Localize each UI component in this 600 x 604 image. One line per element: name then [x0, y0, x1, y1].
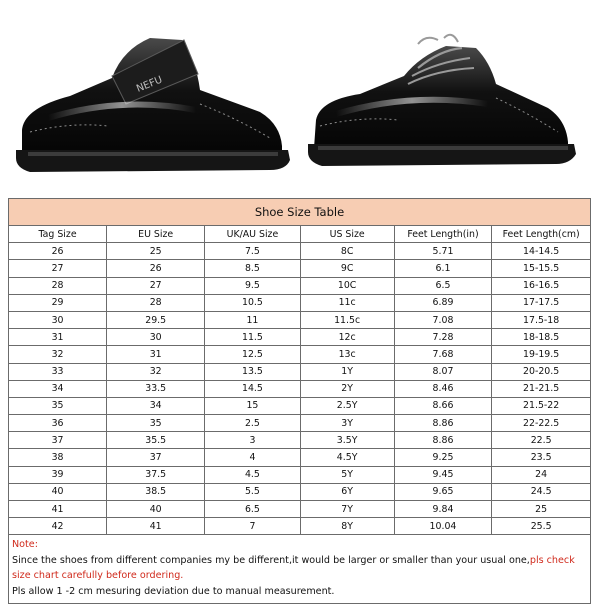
note-warning: pls check size chart carefully before ordering. [12, 554, 575, 582]
table-cell: 31 [107, 346, 205, 363]
table-cell: 18-18.5 [492, 329, 590, 346]
table-cell: 30 [107, 329, 205, 346]
table-cell: 20-20.5 [492, 363, 590, 380]
table-cell: 30 [9, 311, 107, 328]
table-cell: 2.5Y [300, 397, 394, 414]
table-cell: 33 [9, 363, 107, 380]
table-cell: 9.25 [394, 449, 492, 466]
table-cell: 27 [107, 277, 205, 294]
table-cell: 21-21.5 [492, 380, 590, 397]
table-cell: 14-14.5 [492, 243, 590, 260]
table-cell: 6.5 [205, 501, 300, 518]
table-cell: 40 [107, 501, 205, 518]
column-header: Feet Length(cm) [492, 226, 590, 243]
table-cell: 5Y [300, 466, 394, 483]
velcro-shoe [16, 38, 290, 172]
table-cell: 13.5 [205, 363, 300, 380]
table-cell: 2.5 [205, 415, 300, 432]
table-row [9, 329, 590, 346]
table-row [9, 277, 590, 294]
table-cell: 33.5 [107, 380, 205, 397]
table-cell: 10.04 [394, 518, 492, 535]
table-cell: 5.71 [394, 243, 492, 260]
table-row [9, 397, 590, 414]
table-cell: 8.07 [394, 363, 492, 380]
table-row [9, 294, 590, 311]
column-header: US Size [300, 226, 394, 243]
table-cell: 8.66 [394, 397, 492, 414]
table-cell: 6Y [300, 483, 394, 500]
table-cell: 11 [205, 311, 300, 328]
table-cell: 7.28 [394, 329, 492, 346]
table-cell: 7.5 [205, 243, 300, 260]
table-cell: 7.68 [394, 346, 492, 363]
table-row [9, 432, 590, 449]
table-cell: 24 [492, 466, 590, 483]
table-cell: 7Y [300, 501, 394, 518]
table-cell: 34 [9, 380, 107, 397]
table-cell: 25 [107, 243, 205, 260]
table-cell: 9.45 [394, 466, 492, 483]
table-cell: 34 [107, 397, 205, 414]
laceup-shoe [308, 35, 576, 166]
table-row [9, 466, 590, 483]
table-row [9, 501, 590, 518]
table-cell: 3.5Y [300, 432, 394, 449]
table-cell: 13c [300, 346, 394, 363]
table-row [9, 449, 590, 466]
table-cell: 22-22.5 [492, 415, 590, 432]
table-cell: 35.5 [107, 432, 205, 449]
table-row [9, 380, 590, 397]
table-cell: 29 [9, 294, 107, 311]
table-cell: 42 [9, 518, 107, 535]
table-cell: 37 [107, 449, 205, 466]
product-photo [0, 0, 600, 196]
table-cell: 8C [300, 243, 394, 260]
table-cell: 40 [9, 483, 107, 500]
table-cell: 12c [300, 329, 394, 346]
table-cell: 1Y [300, 363, 394, 380]
size-chart [8, 198, 591, 604]
table-cell: 41 [107, 518, 205, 535]
table-cell: 28 [107, 294, 205, 311]
table-cell: 3 [205, 432, 300, 449]
table-cell: 8Y [300, 518, 394, 535]
table-cell: 8.86 [394, 415, 492, 432]
table-cell: 10.5 [205, 294, 300, 311]
table-cell: 11.5 [205, 329, 300, 346]
table-cell: 38 [9, 449, 107, 466]
table-cell: 17.5-18 [492, 311, 590, 328]
table-cell: 4.5 [205, 466, 300, 483]
table-cell: 26 [107, 260, 205, 277]
table-row [9, 260, 590, 277]
table-cell: 35 [107, 415, 205, 432]
column-header: EU Size [107, 226, 205, 243]
table-cell: 41 [9, 501, 107, 518]
column-header: Tag Size [9, 226, 107, 243]
table-cell: 39 [9, 466, 107, 483]
table-row [9, 311, 590, 328]
table-header-row [9, 226, 590, 243]
table-cell: 37 [9, 432, 107, 449]
table-cell: 7 [205, 518, 300, 535]
table-cell: 9.65 [394, 483, 492, 500]
table-cell: 7.08 [394, 311, 492, 328]
table-cell: 32 [9, 346, 107, 363]
table-cell: 23.5 [492, 449, 590, 466]
shoes-illustration [0, 0, 600, 196]
table-cell: 11.5c [300, 311, 394, 328]
table-cell: 15 [205, 397, 300, 414]
table-cell: 19-19.5 [492, 346, 590, 363]
table-cell: 2Y [300, 380, 394, 397]
table-cell: 10C [300, 277, 394, 294]
table-body [9, 243, 590, 535]
table-row [9, 415, 590, 432]
table-cell: 8.5 [205, 260, 300, 277]
table-cell: 17-17.5 [492, 294, 590, 311]
table-cell: 29.5 [107, 311, 205, 328]
column-header: Feet Length(in) [394, 226, 492, 243]
table-cell: 26 [9, 243, 107, 260]
table-cell: 25.5 [492, 518, 590, 535]
table-cell: 32 [107, 363, 205, 380]
table-cell: 9C [300, 260, 394, 277]
table-cell: 8.86 [394, 432, 492, 449]
table-cell: 11c [300, 294, 394, 311]
table-row [9, 346, 590, 363]
table-cell: 8.46 [394, 380, 492, 397]
table-cell: 4.5Y [300, 449, 394, 466]
table-cell: 37.5 [107, 466, 205, 483]
table-cell: 9.84 [394, 501, 492, 518]
table-cell: 22.5 [492, 432, 590, 449]
table-cell: 6.89 [394, 294, 492, 311]
table-cell: 5.5 [205, 483, 300, 500]
strap-logo: NEFU [135, 74, 165, 95]
table-cell: 31 [9, 329, 107, 346]
note-text: Since the shoes from different companies my be different,it would be larger or smaller than your usual one, [12, 554, 530, 566]
table-row [9, 363, 590, 380]
table-cell: 3Y [300, 415, 394, 432]
table-cell: 38.5 [107, 483, 205, 500]
table-cell: 27 [9, 260, 107, 277]
table-cell: 12.5 [205, 346, 300, 363]
size-table-title: Shoe Size Table [9, 199, 590, 226]
table-cell: 35 [9, 397, 107, 414]
table-cell: 16-16.5 [492, 277, 590, 294]
table-row [9, 518, 590, 535]
table-cell: 15-15.5 [492, 260, 590, 277]
column-header: UK/AU Size [205, 226, 300, 243]
table-cell: 24.5 [492, 483, 590, 500]
table-row [9, 243, 590, 260]
table-row [9, 483, 590, 500]
table-cell: 6.5 [394, 277, 492, 294]
table-cell: 25 [492, 501, 590, 518]
table-cell: 4 [205, 449, 300, 466]
table-cell: 6.1 [394, 260, 492, 277]
table-cell: 36 [9, 415, 107, 432]
note-label: Note: [12, 539, 38, 551]
table-cell: 14.5 [205, 380, 300, 397]
note-section [9, 534, 590, 603]
table-cell: 28 [9, 277, 107, 294]
size-table [9, 226, 590, 534]
table-cell: 9.5 [205, 277, 300, 294]
table-cell: 21.5-22 [492, 397, 590, 414]
note-deviation: Pls allow 1 -2 cm mesuring deviation due to manual measurement. [12, 585, 335, 597]
